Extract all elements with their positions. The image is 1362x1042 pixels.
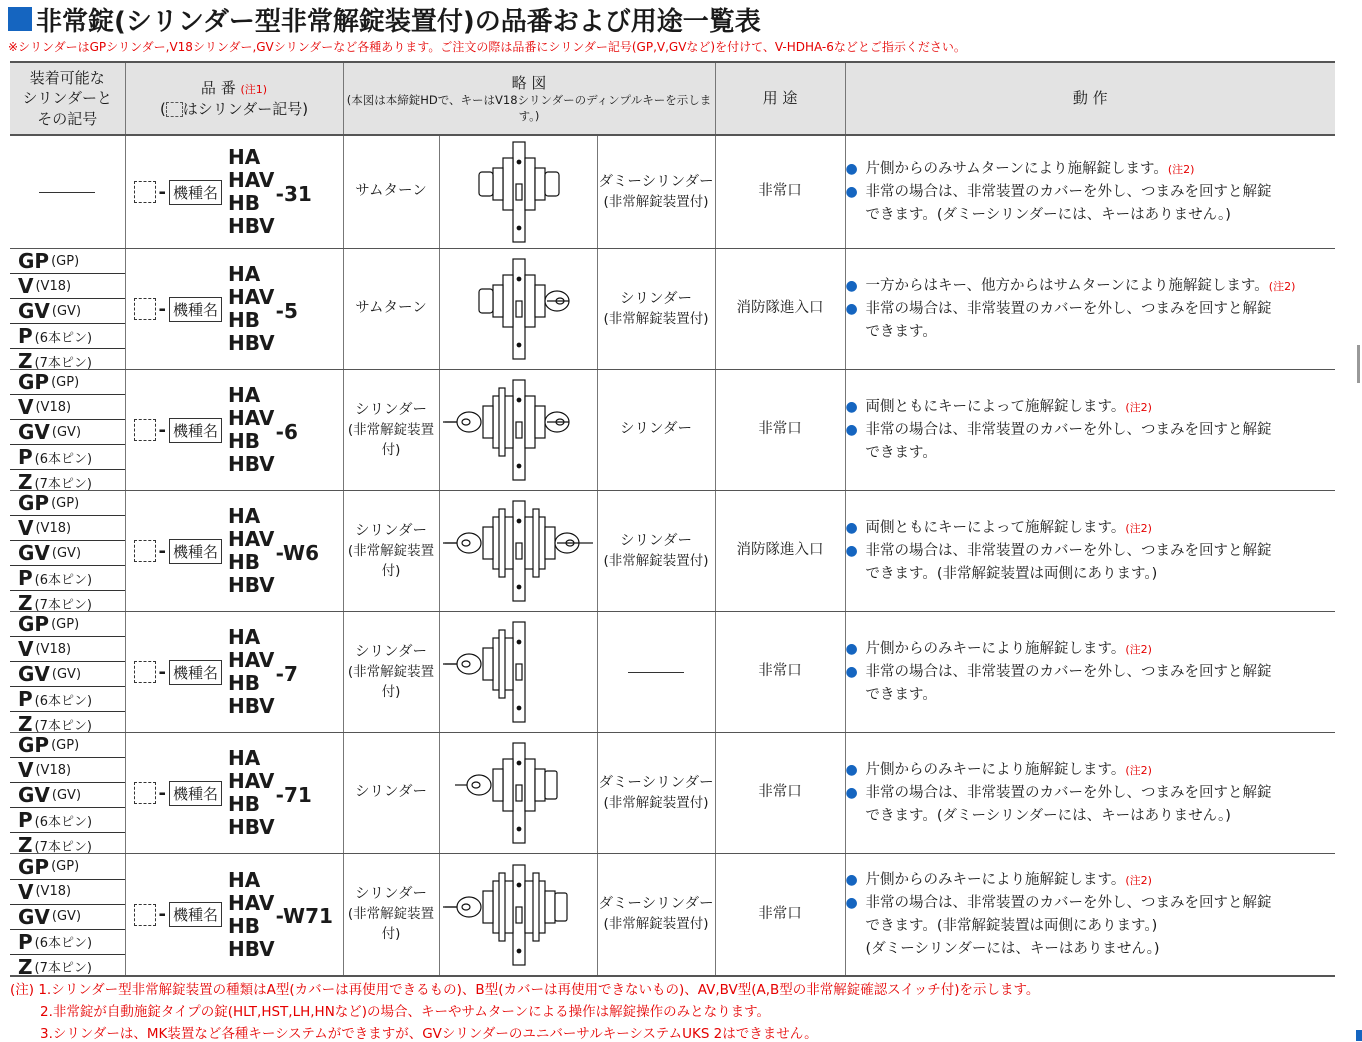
right-side-cell: ダミーシリンダー (非常解錠装置付) — [597, 733, 715, 854]
use-cell: 非常口 — [715, 733, 845, 854]
bullet-icon: ● — [845, 542, 858, 559]
action-cell: ● 一方からはキー、他方からはサムターンにより施解錠します。(注2) ● 非常の場合は、非常装置のカバーを外し、つまみを回すと解錠 できます。 — [845, 249, 1335, 370]
left-side-cell: サムターン — [343, 135, 439, 249]
header-action: 動 作 — [845, 62, 1335, 135]
part-number-cell — [125, 854, 343, 977]
left-side-cell: シリンダー (非常解錠装置付) — [343, 854, 439, 977]
cylinder-cell — [10, 612, 125, 736]
bullet-icon: ● — [845, 871, 858, 888]
part-suffix: -71 — [275, 782, 312, 807]
note2-ref: (注2) — [1125, 873, 1152, 887]
part-suffix: -W71 — [275, 904, 333, 928]
action-cell: ● 両側ともにキーによって施解錠します。(注2) ● 非常の場合は、非常装置のカバーを外し、つまみを回すと解錠 できます。(非常解錠装置は両側にあります。) — [845, 491, 1335, 612]
footnote-1: (注) 1.シリンダー型非常解錠装置の種類はA型(カバーは再使用できるもの)、B型(カバーは再使用できないもの)、AV,BV型(A,B型の非常解錠確認スイッチ付)を示します。 — [10, 982, 1040, 998]
bullet-icon: ● — [845, 398, 858, 415]
left-side-cell: サムターン — [343, 249, 439, 370]
hyphen: - — [158, 540, 166, 562]
right-side-cell: ダミーシリンダー (非常解錠装置付) — [597, 854, 715, 977]
cylinder-cell — [10, 135, 125, 249]
cylinder-code-box-icon — [134, 540, 156, 562]
header-part-number: 品 番 (注1) ( はシリンダー記号) — [125, 62, 343, 135]
cylinder-item: Z (7本ピン) — [18, 833, 92, 857]
cylinder-item: Z (7本ピン) — [18, 591, 92, 615]
note2-ref: (注2) — [1167, 162, 1195, 176]
part-suffix: -5 — [275, 298, 298, 323]
left-side-cell: シリンダー (非常解錠装置付) — [343, 370, 439, 491]
lock-diagram-icon — [443, 737, 593, 849]
cylinder-item: P (6本ピン) — [10, 808, 125, 833]
cylinder-item: GV (GV) — [10, 662, 125, 687]
title-square-icon — [8, 7, 32, 31]
action-cell: ● 片側からのみキーにより施解錠します。(注2) ● 非常の場合は、非常装置のカバーを外し、つまみを回すと解錠 できます。(ダミーシリンダーには、キーはありません。) — [845, 733, 1335, 854]
cylinder-item: P (6本ピン) — [10, 324, 125, 349]
model-name-box: 機種名 — [169, 660, 222, 685]
action-bullet: ● 非常の場合は、非常装置のカバーを外し、つまみを回すと解錠 — [846, 181, 1336, 204]
cylinder-item: V (V18) — [10, 274, 125, 299]
cylinder-code-box-icon — [134, 419, 156, 441]
cylinder-item: GV (GV) — [10, 299, 125, 324]
lock-diagram-icon — [443, 374, 593, 486]
part-number-cell — [125, 612, 343, 733]
model-list: HA HAV HB HBV — [228, 625, 275, 718]
action-cell: ● 片側からのみキーにより施解錠します。(注2) ● 非常の場合は、非常装置のカバーを外し、つまみを回すと解錠 できます。 — [845, 612, 1335, 733]
cylinder-code-box-icon — [134, 661, 156, 683]
diagram-cell — [439, 612, 597, 733]
model-list: HA HAV HB HBV — [228, 262, 275, 355]
bullet-icon: ● — [845, 277, 858, 294]
action-bullet: ● 両側ともにキーによって施解錠します。(注2) — [846, 396, 1336, 419]
note2-ref: (注2) — [1125, 763, 1152, 777]
note2-ref: (注2) — [1125, 642, 1152, 656]
use-cell: 非常口 — [715, 135, 845, 249]
action-bullet: ● 非常の場合は、非常装置のカバーを外し、つまみを回すと解錠 — [846, 298, 1336, 321]
cylinder-cell — [10, 249, 125, 373]
table-row — [10, 370, 1335, 491]
cylinder-item: GV (GV) — [10, 420, 125, 445]
action-bullet: ● 片側からのみキーにより施解錠します。(注2) — [846, 759, 1336, 782]
cylinder-item: GP (GP) — [10, 370, 125, 395]
lock-diagram-icon — [443, 495, 593, 607]
cylinder-item: Z (7本ピン) — [18, 712, 92, 736]
bullet-icon: ● — [845, 300, 858, 317]
action-bullet: ● 片側からのみキーにより施解錠します。(注2) — [846, 869, 1336, 892]
part-number-cell — [125, 733, 343, 854]
use-cell: 消防隊進入口 — [715, 491, 845, 612]
left-side-cell: シリンダー (非常解錠装置付) — [343, 491, 439, 612]
left-side-cell: シリンダー — [343, 733, 439, 854]
left-side-cell: シリンダー (非常解錠装置付) — [343, 612, 439, 733]
header-use: 用 途 — [715, 62, 845, 135]
bullet-icon: ● — [845, 519, 858, 536]
cylinder-item: P (6本ピン) — [10, 687, 125, 712]
right-side-cell: シリンダー (非常解錠装置付) — [597, 491, 715, 612]
diagram-cell — [439, 854, 597, 977]
action-bullet: ● 非常の場合は、非常装置のカバーを外し、つまみを回すと解錠 — [846, 661, 1336, 684]
hyphen: - — [158, 904, 166, 925]
action-cell: ● 両側ともにキーによって施解錠します。(注2) ● 非常の場合は、非常装置のカバーを外し、つまみを回すと解錠 できます。 — [845, 370, 1335, 491]
bullet-icon: ● — [845, 663, 858, 680]
part-number-cell — [125, 135, 343, 249]
hyphen: - — [158, 782, 166, 804]
right-side-cell: シリンダー — [597, 370, 715, 491]
part-number-cell — [125, 370, 343, 491]
header-diagram: 略 図 (本図は本締錠HDで、キーはV18シリンダーのディンプルキーを示します。) — [343, 62, 715, 135]
model-name-box: 機種名 — [169, 297, 222, 322]
bullet-icon: ● — [845, 894, 858, 911]
title-text: 非常錠(シリンダー型非常解錠装置付)の品番および用途一覧表 — [36, 6, 761, 37]
use-cell: 非常口 — [715, 612, 845, 733]
cylinder-item: Z (7本ピン) — [18, 470, 92, 494]
part-number-cell — [125, 491, 343, 612]
cylinder-item: GP (GP) — [10, 855, 125, 880]
cylinder-item: V (V18) — [10, 758, 125, 783]
cylinder-item: Z (7本ピン) — [18, 954, 92, 979]
header-row — [10, 62, 1335, 135]
cylinder-item: V (V18) — [10, 880, 125, 905]
cylinder-code-box-icon — [134, 298, 156, 320]
footnote-3: 3.シリンダーは、MK装置など各種キーシステムができますが、GVシリンダーのユニバーサルキーシステムUKS 2はできません。 — [40, 1026, 818, 1042]
table-row — [10, 491, 1335, 612]
table-row — [10, 135, 1335, 249]
cylinder-item: GP (GP) — [10, 733, 125, 758]
use-cell: 消防隊進入口 — [715, 249, 845, 370]
table-row — [10, 612, 1335, 733]
model-name-box: 機種名 — [169, 781, 222, 806]
cylinder-item: GV (GV) — [10, 783, 125, 808]
action-bullet: ● 非常の場合は、非常装置のカバーを外し、つまみを回すと解錠 — [846, 419, 1336, 442]
lock-diagram-icon — [443, 859, 593, 971]
right-side-cell — [597, 612, 715, 733]
cylinder-cell — [10, 854, 125, 977]
bullet-icon: ● — [845, 640, 858, 657]
diagram-cell — [439, 135, 597, 249]
hyphen: - — [158, 419, 166, 441]
cylinder-code-box-icon — [134, 904, 156, 926]
action-cell: ● 片側からのみキーにより施解錠します。(注2) ● 非常の場合は、非常装置のカバーを外し、つまみを回すと解錠 できます。(非常解錠装置は両側にあります。) (ダミーシリンダーには、キーはありません。) — [845, 854, 1335, 977]
model-list: HA HAV HB HBV — [228, 746, 275, 839]
cylinder-cell — [10, 733, 125, 857]
action-bullet: ● 非常の場合は、非常装置のカバーを外し、つまみを回すと解錠 — [846, 540, 1336, 563]
cylinder-item: V (V18) — [10, 395, 125, 420]
diagram-cell — [439, 249, 597, 370]
model-list: HA HAV HB HBV — [228, 504, 275, 597]
footnote-2: 2.非常錠が自動施錠タイプの錠(HLT,HST,LH,HNなど)の場合、キーやサムターンによる操作は解錠操作のみとなります。 — [40, 1004, 771, 1020]
top-note: ※シリンダーはGPシリンダー,V18シリンダー,GVシリンダーなど各種あります。ご注文の際は品番にシリンダー記号(GP,V,GVなど)を付けて、V-HDHA-6などとご指示ください。 — [8, 40, 966, 54]
note2-ref: (注2) — [1125, 521, 1152, 535]
cylinder-code-box-icon — [134, 782, 156, 804]
model-list: HA HAV HB HBV — [228, 867, 275, 961]
right-side-cell: シリンダー (非常解錠装置付) — [597, 249, 715, 370]
cylinder-item: P (6本ピン) — [10, 930, 125, 955]
model-name-box: 機種名 — [169, 902, 222, 927]
hyphen: - — [158, 181, 166, 203]
lock-diagram-icon — [443, 253, 593, 365]
note2-ref: (注2) — [1268, 279, 1296, 293]
use-cell: 非常口 — [715, 370, 845, 491]
part-suffix: -31 — [275, 181, 312, 206]
action-bullet: ● 両側ともにキーによって施解錠します。(注2) — [846, 517, 1336, 540]
cylinder-code-box-icon — [134, 181, 156, 203]
cylinder-item: GV (GV) — [10, 541, 125, 566]
lock-diagram-icon — [443, 616, 593, 728]
model-name-box: 機種名 — [169, 539, 222, 564]
table-row — [10, 249, 1335, 370]
cylinder-item: Z (7本ピン) — [18, 349, 92, 373]
action-bullet: ● 非常の場合は、非常装置のカバーを外し、つまみを回すと解錠 — [846, 782, 1336, 805]
action-bullet: ● 一方からはキー、他方からはサムターンにより施解錠します。(注2) — [846, 275, 1336, 298]
table-row — [10, 733, 1335, 854]
right-side-cell: ダミーシリンダー (非常解錠装置付) — [597, 135, 715, 249]
action-bullet: ● 片側からのみサムターンにより施解錠します。(注2) — [846, 158, 1336, 181]
model-list: HA HAV HB HBV — [228, 383, 275, 476]
empty-dash — [39, 192, 95, 193]
action-bullet: ● 非常の場合は、非常装置のカバーを外し、つまみを回すと解錠 — [846, 892, 1336, 915]
action-bullet: ● 片側からのみキーにより施解錠します。(注2) — [846, 638, 1336, 661]
cylinder-item: P (6本ピン) — [10, 566, 125, 591]
page-edge-mark — [1357, 345, 1360, 383]
cylinder-item: P (6本ピン) — [10, 445, 125, 470]
cylinder-cell — [10, 491, 125, 615]
lock-diagram-icon — [443, 136, 593, 248]
diagram-cell — [439, 370, 597, 491]
cylinder-item: V (V18) — [10, 637, 125, 662]
bullet-icon: ● — [845, 761, 858, 778]
hyphen: - — [158, 298, 166, 320]
part-suffix: -7 — [275, 661, 298, 686]
cylinder-item: GP (GP) — [10, 491, 125, 516]
page-edge-tab — [1356, 1030, 1362, 1041]
table-row — [10, 854, 1335, 977]
use-cell: 非常口 — [715, 854, 845, 977]
cylinder-item: GP (GP) — [10, 612, 125, 637]
hyphen: - — [158, 661, 166, 683]
model-list: HA HAV HB HBV — [228, 145, 275, 238]
part-suffix: -W6 — [275, 540, 320, 565]
header-cylinder: 装着可能な シリンダーと その記号 — [10, 62, 125, 135]
bullet-icon: ● — [845, 183, 858, 200]
note2-ref: (注2) — [1125, 400, 1152, 414]
part-suffix: -6 — [275, 419, 298, 444]
diagram-cell — [439, 733, 597, 854]
cylinder-item: GP (GP) — [10, 249, 125, 274]
empty-dash — [628, 672, 684, 673]
part-number-cell — [125, 249, 343, 370]
action-cell: ● 片側からのみサムターンにより施解錠します。(注2) ● 非常の場合は、非常装置のカバーを外し、つまみを回すと解錠 できます。(ダミーシリンダーには、キーはありません。) — [845, 135, 1335, 249]
cylinder-item: GV (GV) — [10, 905, 125, 930]
placeholder-box-icon — [166, 102, 183, 117]
product-table — [10, 61, 1335, 977]
page-title — [8, 2, 761, 36]
cylinder-item: V (V18) — [10, 516, 125, 541]
bullet-icon: ● — [845, 160, 858, 177]
cylinder-cell — [10, 370, 125, 494]
model-name-box: 機種名 — [169, 180, 222, 205]
diagram-cell — [439, 491, 597, 612]
bullet-icon: ● — [845, 784, 858, 801]
bullet-icon: ● — [845, 421, 858, 438]
model-name-box: 機種名 — [169, 418, 222, 443]
